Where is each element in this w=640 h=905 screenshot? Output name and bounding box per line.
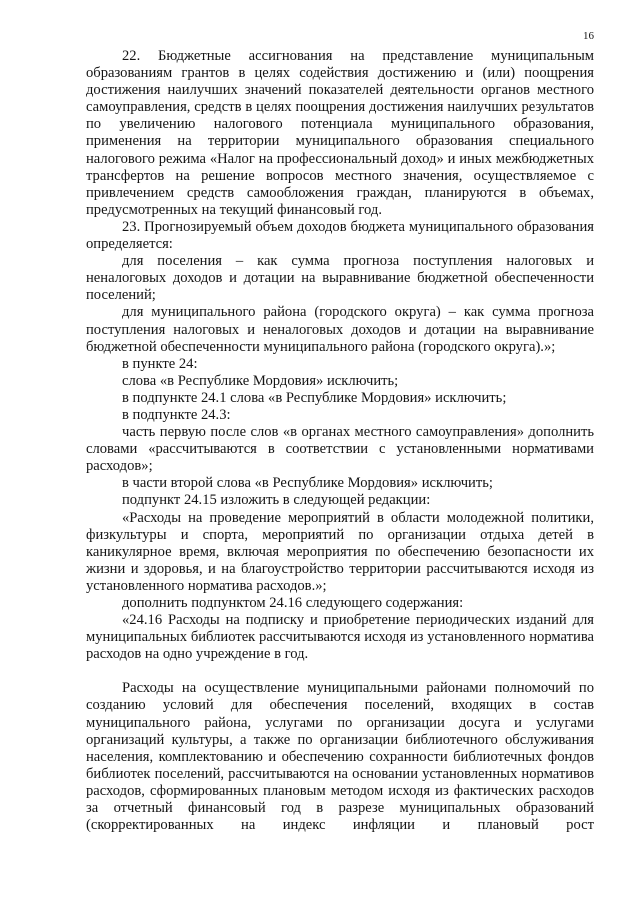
paragraph-add-24-16: дополнить подпунктом 24.16 следующего содержания: <box>122 595 464 611</box>
paragraph-subitem-24-3: в подпункте 24.3: <box>122 406 231 423</box>
paragraph-words-exclude: слова «в Республике Мордовия» исключить; <box>122 372 399 389</box>
paragraph-district-powers: Расходы на осуществление муниципальными районами полномочий по созданию условий для обеспечения поселений, входящих в состав муниципального района, услугами по организации досуга и услугами организаций культуры, а также по организации библиотечного обслуживания населения, комплектованию и обеспечению сохранности библиотечных фондов библиотек поселений, рассчитываются на основании установленных нормативов расходов, сформированных плановым методом исходя из фактических расходов за отчетный финансовый год в разрезе муниципальных образований (скорректированных на индекс инфляции и плановый рост <box>86 680 594 834</box>
paragraph-youth-policy: «Расходы на проведение мероприятий в области молодежной политики, физкультуры и спорта, мероприятий по организации отдыха детей в каникулярное время, включая мероприятия по обеспечению безопасности их жизни и здоровья, и на благоустройство территории рассчитываются исходя из установленного норматива расходов.»; <box>86 509 594 594</box>
document-body <box>86 48 594 834</box>
paragraph-subitem-24-15: подпункт 24.15 изложить в следующей редакции: <box>122 492 431 509</box>
paragraph-22: 22. Бюджетные ассигнования на представление муниципальным образованиям грантов в целях содействия достижению и (или) поощрения достижения наилучших значений показателей деятельности органов местного самоуправления, средств в целях поощрения достижения наилучших результатов по увеличению налогового потенциала муниципального образования, применения на территории муниципального образования специального налогового режима «Налог на профессиональный доход» и иных межбюджетных трансфертов на решение вопросов местного значения, осуществляемое с привлечением средств самообложения граждан, планируются в объемах, предусмотренных на текущий финансовый год. <box>86 48 594 218</box>
paragraph-district: для муниципального района (городского округа) – как сумма прогноза поступления налоговых и неналоговых доходов и дотации на выравнивание бюджетной обеспеченности муниципального района (городского округа).»; <box>86 304 594 355</box>
paragraph-subitem-24-1: в подпункте 24.1 слова «в Республике Мордовия» исключить; <box>122 389 507 406</box>
paragraph-settlement: для поселения – как сумма прогноза поступления налоговых и неналоговых доходов и дотации на выравнивание бюджетной обеспеченности поселений; <box>86 253 594 304</box>
paragraph-part-one: часть первую после слов «в органах местного самоуправления» дополнить словами «рассчитываются в соответствии с установленными нормативами расходов»; <box>86 424 594 475</box>
paragraph-part-two: в части второй слова «в Республике Мордовия» исключить; <box>122 475 493 492</box>
paragraph-24-16: «24.16 Расходы на подписку и приобретение периодических изданий для муниципальных библиотек рассчитываются исходя из установленного норматива расходов на одно учреждение в год. <box>86 612 594 663</box>
page-number: 16 <box>583 30 594 42</box>
paragraph-23: 23. Прогнозируемый объем доходов бюджета муниципального образования определяется: <box>86 218 594 253</box>
paragraph-item-24: в пункте 24: <box>122 355 198 372</box>
